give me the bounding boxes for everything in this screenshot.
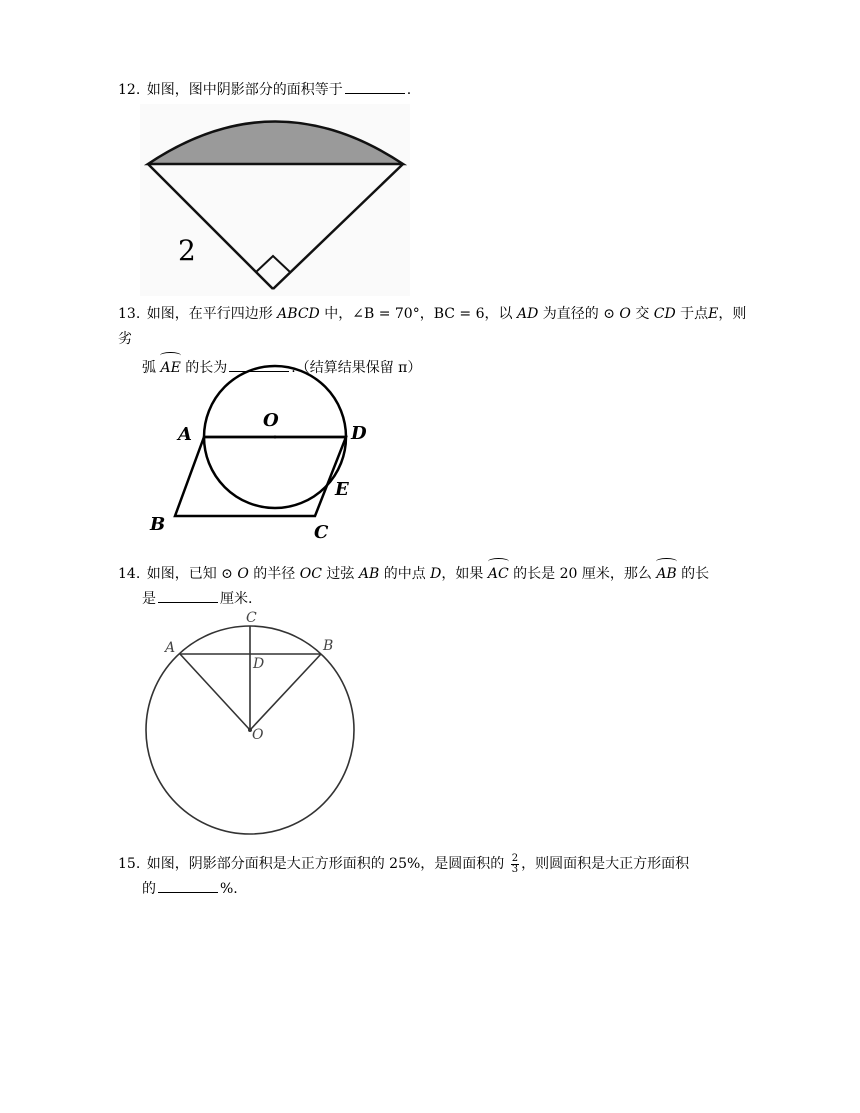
figure-q13-parallelogram	[145, 354, 385, 546]
arc-ac: AC	[488, 558, 509, 587]
question-12: 12. 如图，图中阴影部分的面积等于 .	[118, 78, 411, 103]
figure-q12-sector	[140, 104, 410, 296]
fraction-two-thirds: $\frac{2}{3}$	[511, 852, 519, 875]
label-c: C	[246, 610, 257, 626]
answer-blank[interactable]	[158, 878, 218, 893]
arc-ae: AE	[160, 352, 180, 381]
label-c: C	[314, 522, 329, 543]
answer-blank[interactable]	[158, 588, 218, 603]
side-length-label: 2	[178, 234, 196, 267]
question-14: 14. 如图，已知 ⊙ O 的半径 OC 过弦 AB 的中点 D，如果 AC 的长是 20 厘米，那么 AB 的长 是 厘米.	[118, 558, 768, 612]
label-b: B	[150, 514, 166, 535]
label-o: O	[252, 727, 264, 743]
label-a: A	[165, 640, 176, 656]
label-d: D	[253, 656, 265, 672]
question-15: 15. 如图，阴影部分面积是大正方形面积的 25%，是圆面积的 $\frac{2}{3}$ ，则圆面积是大正方形面积 的 %.	[118, 852, 690, 897]
label-d: D	[351, 423, 367, 444]
arc-ab: AB	[656, 558, 676, 587]
question-text: 如图，图中阴影部分的面积等于	[146, 82, 343, 98]
answer-blank[interactable]	[345, 79, 405, 94]
label-a: A	[178, 424, 192, 445]
question-number: 12.	[118, 82, 141, 98]
label-e: E	[335, 479, 349, 500]
label-o: O	[263, 410, 279, 431]
question-13: 13. 如图，在平行四边形 ABCD 中，∠B = 70°，BC = 6，以 AD 为直径的 ⊙ O 交 CD 于点E，则劣 弧 AE 的长为 .（结算结果保留 π）	[118, 302, 758, 381]
figure-q14-circle	[140, 608, 365, 838]
label-b: B	[323, 638, 334, 654]
